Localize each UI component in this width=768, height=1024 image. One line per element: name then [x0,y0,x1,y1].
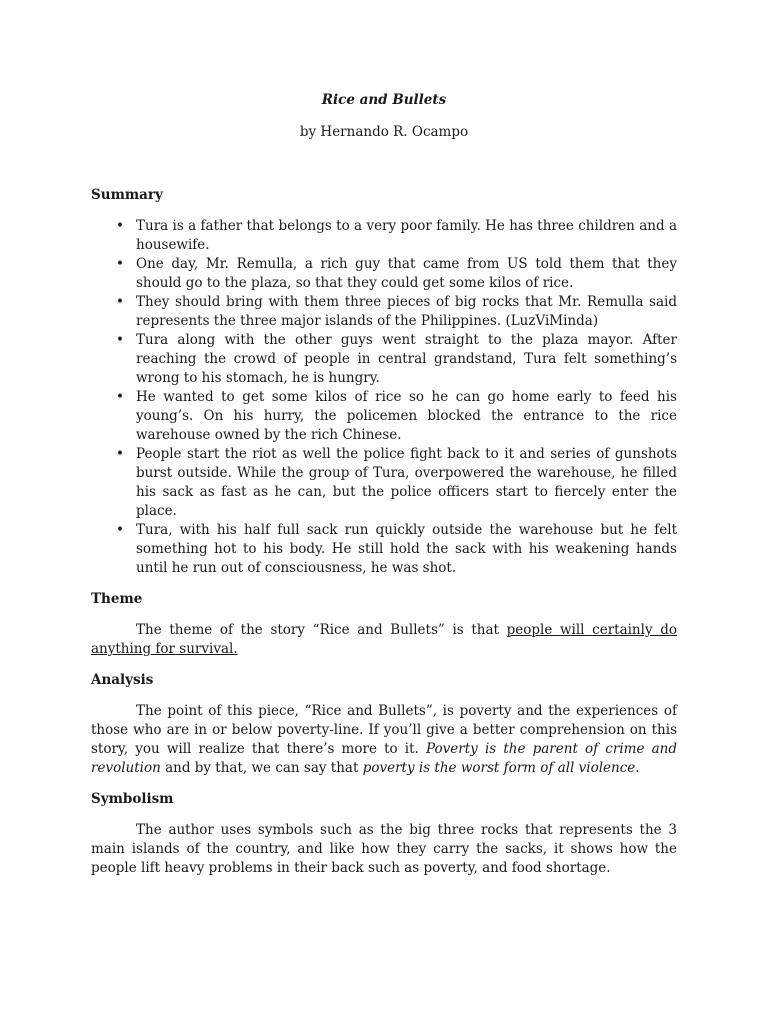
document-body [91,186,677,890]
symbolism-paragraph: The author uses symbols such as the big three rocks that represents the 3 main islands of the country, and like how they carry the sacks, it shows how the people lift heavy problems in their back such as poverty, and food shortage. [91,822,677,876]
list-item-text: Tura is a father that belongs to a very poor family. He has three children and a housewife. [136,218,677,253]
list-item-text: One day, Mr. Remulla, a rich guy that came from US told them that they should go to the plaza, so that they could get some kilos of rice. [136,256,677,291]
list-item [116,331,677,388]
bullet-icon: • [116,294,124,310]
bullet-icon: • [116,389,124,405]
summary-heading: Summary [91,187,163,203]
list-item [116,521,677,578]
document-title: Rice and Bullets [321,92,447,108]
list-item [116,217,677,255]
analysis-heading: Analysis [91,672,154,688]
analysis-italic-1: Poverty is the parent of crime and revolution [91,741,677,776]
list-item [116,445,677,521]
list-item-text: Tura along with the other guys went straight to the plaza mayor. After reaching the crowd of people in central grandstand, Tura felt something’s wrong to his stomach, he is hungry. [136,332,677,386]
document-byline: by Hernando R. Ocampo [299,124,469,140]
theme-paragraph [91,621,677,659]
list-item [116,293,677,331]
list-item-text: He wanted to get some kilos of rice so he can go home early to feed his young’s. On his hurry, the policemen blocked the entrance to the rice warehouse owned by the rich Chinese. [136,389,677,443]
analysis-text-3: . [635,760,640,776]
theme-section [91,590,677,659]
list-item-text: They should bring with them three pieces of big rocks that Mr. Remulla said represents the three major islands of the Philippines. (LuzViMinda) [136,294,677,329]
list-item-text: Tura, with his half full sack run quickly outside the warehouse but he felt something hot to his body. He still hold the sack with his weakening hands until he run out of consciousness, he was shot. [136,522,677,576]
analysis-paragraph [91,702,677,778]
bullet-icon: • [116,446,124,462]
analysis-italic-2: poverty is the worst form of all violence [362,760,636,776]
analysis-text-2: and by that, we can say that [160,760,363,776]
analysis-section [91,671,677,778]
bullet-icon: • [116,332,124,348]
list-item [116,255,677,293]
theme-underlined-text: people will certainly do anything for survival. [91,622,677,657]
theme-text: The theme of the story “Rice and Bullets” is that [136,622,507,638]
symbolism-heading: Symbolism [91,791,174,807]
symbolism-section [91,790,677,878]
summary-section [91,186,677,578]
bullet-icon: • [116,218,124,234]
list-item [116,388,677,445]
summary-list [91,217,677,578]
list-item-text: People start the riot as well the police fight back to it and series of gunshots burst outside. While the group of Tura, overpowered the warehouse, he filled his sack as fast as he can, but the police officers start to fiercely enter the place. [136,446,677,519]
bullet-icon: • [116,522,124,538]
analysis-text-1: The point of this piece, “Rice and Bullets”, is poverty and the experiences of those who are in or below poverty-line. If you’ll give a better comprehension on this story, you will realize that there’s more to it. [91,703,677,757]
theme-heading: Theme [91,591,143,607]
bullet-icon: • [116,256,124,272]
